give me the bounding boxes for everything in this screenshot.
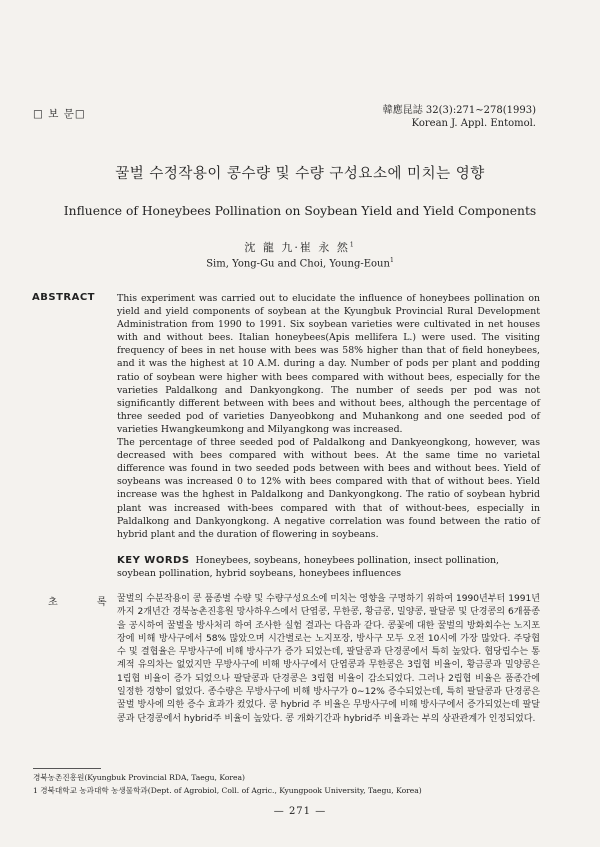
- title-english: Influence of Honeybees Pollination on Soybean Yield and Yield Components: [63, 204, 537, 218]
- article-type-label: □ 보 문□: [33, 108, 86, 120]
- authors-cjk: [0, 239, 600, 255]
- page-number: — 271 —: [273, 806, 327, 817]
- journal-citation-line2: Korean J. Appl. Entomol.: [411, 118, 536, 129]
- authors-english-names: Sim, Yong-Gu and Choi, Young-Eoun: [206, 258, 390, 270]
- authors-cjk-names: 沈 龍 九·崔 永 然: [244, 241, 350, 254]
- footnote-affiliation-2: 1 경북대학교 농과대학 농생물학과(Dept. of Agrobiol, Coll. of Agric., Kyungpook University, Taegu, Korea): [33, 786, 422, 795]
- korean-abstract-heading: 초 록: [48, 597, 125, 608]
- journal-citation-line1: 韓應昆誌 32(3):271∼278(1993): [382, 105, 536, 116]
- abstract-heading: ABSTRACT: [32, 292, 95, 303]
- abstract-paragraph-2: The percentage of three seeded pod of Paldalkong and Dankyeongkong, however, was decreased with bees compared with without bees. At the same time no varietal difference was found in two seeded pods between with bees and without bees. Yield of soybeans was increased 0 to 12% with bees compared with that of without bees. Yield increase was the hghest in Paldalkong and Dankyongkong. The ratio of soybean hybrid plant was increased with-bees compared with that of without-bees, especially in Paldalkong and Dankyongkong. A negative correlation was found between the ratio of hybrid plant and the duration of flowering in soybeans.: [117, 437, 540, 540]
- abstract-paragraph-1: This experiment was carried out to elucidate the influence of honeybees pollination on yield and yield components of soybean at the Kyungbuk Provincial Rural Development Administration from 1990 to 1991. Six soybean varieties were cultivated in net houses with and without bees. Italian honeybees(Apis mellifera L.) were used. The visiting frequency of bees in net house with bees was 58% higher than that of field honeybees, and it was the highest at 10 A.M. during a day. Number of pods per plant and podding ratio of soybean were higher with bees compared with without bees, especially for the varieties Paldalkong and Dankyongkong. The number of seeds per pod was not significantly different between with bees and without bees, although the percentage of three seeded pod of varieties Danyeobkong and Muhankong and one seeded pod of varieties Hwangkeumkong and Milyangkong was increased.: [117, 293, 540, 435]
- keywords-heading: KEY WORDS: [117, 555, 190, 566]
- authors-cjk-affiliation-mark: 1: [349, 241, 356, 249]
- authors-english: [0, 257, 600, 269]
- title-korean: 꿀벌 수정작용이 콩수량 및 수량 구성요소에 미치는 영향: [115, 166, 485, 182]
- keywords-block: [117, 554, 540, 580]
- abstract-body: [117, 292, 540, 541]
- keywords-list: Honeybees, soybeans, honeybees pollination, insect pollination, soybean pollination, hybrid soybeans, honeybees influences: [117, 555, 500, 579]
- authors-english-affiliation-mark: 1: [389, 257, 394, 264]
- footnote-divider: [33, 768, 101, 769]
- footnote-affiliation-1: 경북농촌진흥원(Kyungbuk Provincial RDA, Taegu, Korea): [33, 773, 246, 782]
- korean-abstract-body: 꿀벌의 수분작용이 콩 품종별 수량 및 수량구성요소에 미치는 영향을 구명하기 위하여 1990년부터 1991년까지 2개년간 경북농촌진흥원 망사하우스에서 단엽콩, 무한콩, 황금콩, 밀양콩, 팔달콩 및 단경콩의 6개품종을 공시하여 꿀벌을 방사처리 하여 조사한 실험 결과는 다음과 같다. 콩꽃에 대한 꿀벌의 방화회수는 노지포장에 비해 방사구에서 58% 많았으며 시간별로는 노지포장, 방사구 모두 오전 10시에 가장 많았다. 주당협수 및 결협율은 무방사구에 비해 방사구가 증가 되었는데, 팔달콩과 단경콩에서 특히 높았다. 협당립수는 통계적 유의차는 없었지만 무방사구에 비해 방사구에서 단엽콩과 무한콩은 3립협 비율이, 황금콩과 밀양콩은 1립협 비율이 증가 되었으나 팔달콩과 단경콩은 3립협 비율이 감소되었다. 그러나 2립협 비율은 품종간에 일정한 경향이 없었다. 종수량은 무방사구에 비해 방사구가 0∼12% 증수되었는데, 특히 팔달콩과 단경콩은 꿀벌 방사에 의한 증수 효과가 컸었다. 콩 hybrid 주 비율은 무방사구에 비해 방사구에서 증가되었는데 팔달콩과 단경콩에서 hybrid주 비율이 높았다. 콩 개화기간과 hybrid주 비율과는 부의 상관관계가 인정되었다.: [117, 594, 540, 724]
- journal-citation: [383, 104, 536, 130]
